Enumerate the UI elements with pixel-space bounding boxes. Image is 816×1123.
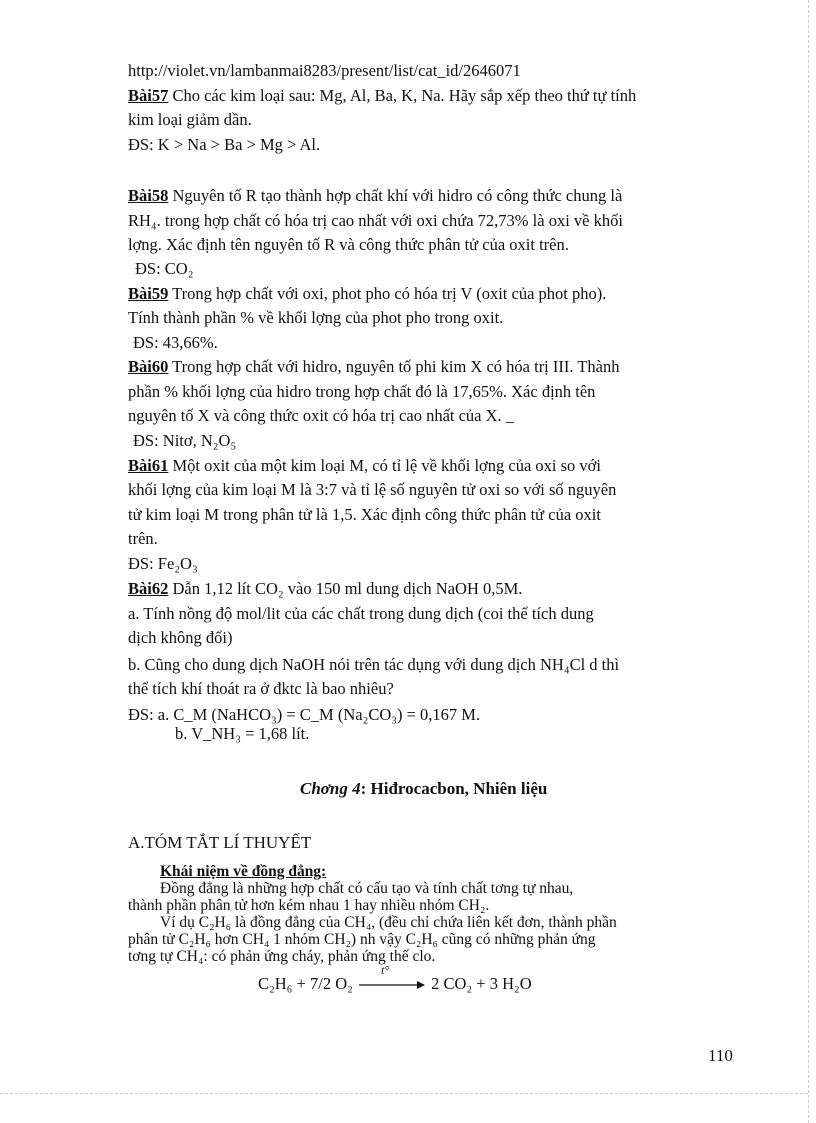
- exercise-59-text: Trong hợp chất với oxi, phot pho có hóa trị V (oxit của phot pho).: [168, 284, 607, 303]
- concept-line-5: tơng tự CH₄: có phản ứng cháy, phản ứng thế clo.: [128, 948, 436, 965]
- exercise-57-answer: ĐS: K > Na > Ba > Mg > Al.: [128, 135, 321, 154]
- exercise-62-a1: a. Tính nồng độ mol/lit của các chất trong dung dịch (coi thể tích dung: [128, 604, 594, 623]
- exercise-61: [128, 456, 601, 476]
- chapter-prefix: Chơng 4: [300, 779, 361, 798]
- exercise-61-text2: khối lợng của kim loại M là 3:7 và tỉ lệ số nguyên tử oxi so với số nguyên: [128, 480, 617, 499]
- exercise-62-b2: thể tích khí thoát ra ở đktc là bao nhiêu?: [128, 679, 394, 698]
- exercise-62: [128, 579, 522, 599]
- exercise-58: [128, 186, 622, 206]
- arrow-condition: t°: [380, 963, 390, 978]
- exercise-61-label: Bài61: [128, 456, 169, 475]
- exercise-62-answer-b: b. V_NH₃ = 1,68 lít.: [175, 724, 310, 743]
- exercise-57-text: Cho các kim loại sau: Mg, Al, Ba, K, Na. Hãy sắp xếp theo thứ tự tính: [168, 86, 637, 105]
- page-number: 110: [708, 1046, 733, 1065]
- exercise-60-text3: nguyên tố X và công thức oxit có hóa trị cao nhất của X. _: [128, 406, 515, 425]
- concept-line-1: Đồng đẳng là những hợp chất có cấu tạo và tính chất tơng tự nhau,: [160, 880, 574, 897]
- concept-line-2: thành phần phân tử hơn kém nhau 1 hay nhiều nhóm CH₂.: [128, 897, 490, 914]
- exercise-62-b1: b. Cũng cho dung dịch NaOH nói trên tác dụng với dung dịch NH₄Cl d thì: [128, 655, 620, 674]
- concept-line-4: phân tử C₂H₆ hơn CH₄ 1 nhóm CH₂) nh vậy C₂H₆ cũng có những phản ứng: [128, 931, 596, 948]
- source-url: http://violet.vn/lambanmai8283/present/list/cat_id/2646071: [128, 61, 521, 80]
- arrow-icon: [357, 977, 427, 993]
- exercise-57-label: Bài57: [128, 86, 169, 105]
- concept-line-3: Ví dụ C₂H₆ là đồng đẳng của CH₄, (đều chỉ chứa liên kết đơn, thành phần: [160, 914, 617, 931]
- exercise-59-label: Bài59: [128, 284, 169, 303]
- exercise-61-text3: tử kim loại M trong phân tử là 1,5. Xác định công thức phân tử của oxit: [128, 505, 601, 524]
- chapter-title: : Hiđrocacbon, Nhiên liệu: [360, 779, 548, 798]
- page-right-edge: [808, 0, 809, 1123]
- exercise-58-text: Nguyên tố R tạo thành hợp chất khí với hidro có công thức chung là: [168, 186, 623, 205]
- equation-rhs: 2 CO₂ + 3 H₂O: [431, 974, 532, 993]
- exercise-60-answer: ĐS: Nitơ, N₂O₅: [133, 431, 237, 450]
- exercise-60-label: Bài60: [128, 357, 169, 376]
- exercise-57: [128, 86, 636, 106]
- exercise-59-text2: Tính thành phần % về khối lợng của phot pho trong oxit.: [128, 308, 504, 327]
- section-a-heading: A.TÓM TẮT LÍ THUYẾT: [128, 833, 312, 852]
- chapter-heading: [300, 779, 547, 799]
- exercise-61-text4: trên.: [128, 529, 158, 548]
- exercise-57-text2: kim loại giảm dần.: [128, 110, 252, 129]
- exercise-62-answer-a: ĐS: a. C_M (NaHCO₃) = C_M (Na₂CO₃) = 0,167 M.: [128, 705, 481, 724]
- exercise-60: [128, 357, 619, 377]
- exercise-58-text2: RH₄. trong hợp chất có hóa trị cao nhất với oxi chứa 72,73% là oxi về khối: [128, 211, 623, 230]
- reaction-arrow: [357, 963, 427, 993]
- exercise-58-text3: lợng. Xác định tên nguyên tố R và công thức phân tử của oxit trên.: [128, 235, 569, 254]
- equation-lhs: C₂H₆ + 7/2 O₂: [258, 974, 353, 993]
- exercise-59: [128, 284, 606, 304]
- exercise-60-text2: phần % khối lợng của hidro trong hợp chất đó là 17,65%. Xác định tên: [128, 382, 596, 401]
- exercise-60-text: Trong hợp chất với hidro, nguyên tố phi kim X có hóa trị III. Thành: [168, 357, 620, 376]
- page-bottom-edge: [0, 1093, 808, 1094]
- exercise-61-answer: ĐS: Fe₂O₃: [128, 554, 198, 573]
- combustion-equation: [258, 963, 532, 994]
- exercise-59-answer: ĐS: 43,66%.: [133, 333, 218, 352]
- exercise-61-text: Một oxit của một kim loại M, có tỉ lệ về khối lợng của oxi so với: [168, 456, 601, 475]
- exercise-62-a2: dịch không đổi): [128, 628, 233, 647]
- concept-heading: Khái niệm về đồng đẳng:: [160, 863, 327, 880]
- exercise-62-text: Dẫn 1,12 lít CO₂ vào 150 ml dung dịch NaOH 0,5M.: [168, 579, 523, 598]
- exercise-58-answer: ĐS: CO₂: [135, 259, 194, 278]
- exercise-62-label: Bài62: [128, 579, 169, 598]
- exercise-58-label: Bài58: [128, 186, 169, 205]
